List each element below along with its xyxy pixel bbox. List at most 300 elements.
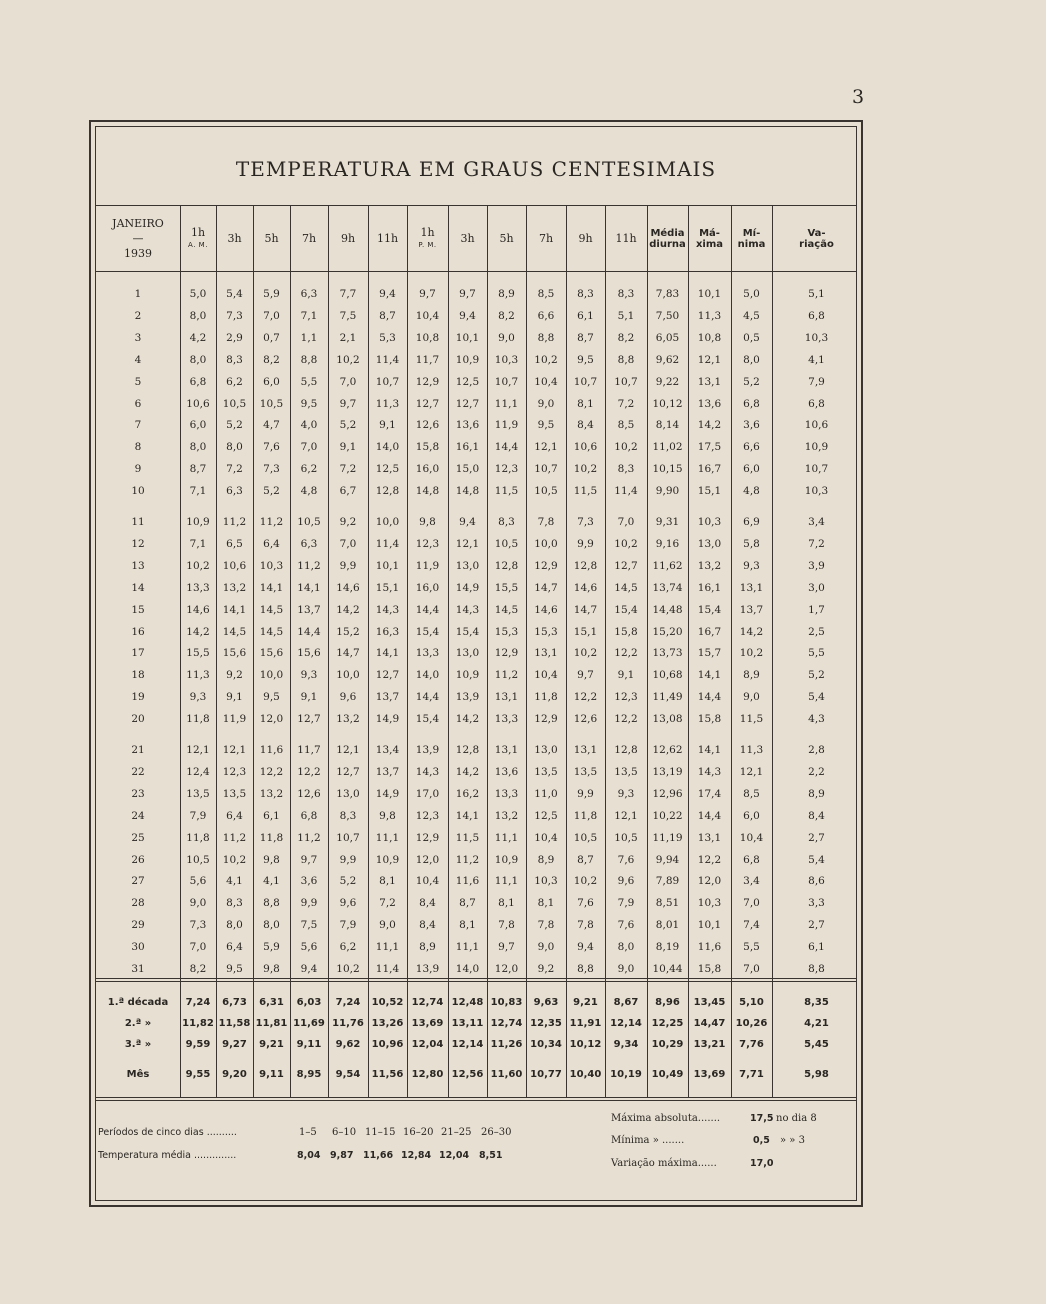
min-value: 0,5 <box>753 1135 770 1146</box>
summary-cell: 10,96 <box>371 1039 404 1050</box>
header-main: Va- <box>807 227 826 239</box>
header-main: 11h <box>615 231 637 245</box>
table-cell: 17,0 <box>415 787 440 800</box>
table-cell: 14,4 <box>297 625 321 638</box>
table-cell: 2,7 <box>808 831 825 844</box>
table-cell: 14,2 <box>455 765 480 778</box>
table-cell: 6,05 <box>655 331 680 344</box>
table-cell: 14,9 <box>455 581 480 594</box>
summary-cell: 13,26 <box>371 1018 404 1029</box>
table-cell: 11,5 <box>494 485 519 498</box>
summary-cell: 10,83 <box>490 997 523 1008</box>
column-header <box>180 206 216 271</box>
day-label: 12 <box>131 537 145 550</box>
table-cell: 12,8 <box>614 744 638 756</box>
table-cell: 4,1 <box>226 875 243 888</box>
month-cell: 9,54 <box>335 1069 361 1080</box>
table-cell: 12,2 <box>259 765 284 778</box>
table-cell: 4,8 <box>300 485 318 498</box>
table-cell: 13,3 <box>494 713 519 726</box>
table-cell: 8,1 <box>577 397 594 410</box>
table-cell: 12,1 <box>336 744 360 756</box>
table-cell: 13,1 <box>494 744 519 756</box>
table-cell: 14,6 <box>186 603 210 616</box>
table-cell: 11,49 <box>652 691 683 704</box>
table-cell: 8,6 <box>808 875 825 888</box>
summary-cell: 9,62 <box>335 1039 361 1050</box>
table-cell: 16,3 <box>375 625 400 638</box>
table-cell: 10,6 <box>573 441 598 454</box>
table-cell: 10,5 <box>494 537 519 550</box>
table-cell: 9,4 <box>379 288 396 300</box>
header-sub2: xima <box>695 238 724 250</box>
table-cell: 6,5 <box>226 537 243 550</box>
table-cell: 14,1 <box>455 809 480 822</box>
table-cell: 8,3 <box>617 288 635 300</box>
day-label: 3 <box>134 331 142 344</box>
day-label: 9 <box>134 463 142 476</box>
table-cell: 3,6 <box>743 419 760 432</box>
header-sub: P. M. <box>418 240 437 249</box>
day-label: 13 <box>131 559 145 572</box>
table-cell: 12,2 <box>614 647 638 660</box>
table-cell: 4,1 <box>808 353 825 366</box>
summary-cell: 12,04 <box>411 1039 444 1050</box>
table-cell: 8,3 <box>498 516 515 528</box>
header-main: 7h <box>301 231 317 245</box>
var-value: 17,0 <box>750 1158 774 1169</box>
table-cell: 15,4 <box>415 625 440 638</box>
table-cell: 1,7 <box>808 603 825 616</box>
table-cell: 8,9 <box>498 288 515 300</box>
table-cell: 7,4 <box>743 919 760 932</box>
table-cell: 14,4 <box>494 441 519 454</box>
header-main: Mí- <box>742 227 761 239</box>
table-cell: 10,5 <box>614 831 638 844</box>
table-cell: 8,1 <box>537 897 555 910</box>
table-cell: 12,1 <box>534 441 558 454</box>
table-cell: 14,2 <box>697 419 722 432</box>
table-cell: 6,3 <box>300 288 318 300</box>
table-cell: 13,3 <box>186 581 210 594</box>
header-sub2: nima <box>737 238 766 250</box>
table-cell: 10,2 <box>336 963 360 975</box>
table-cell: 12,0 <box>415 853 440 866</box>
table-cell: 8,0 <box>189 309 207 322</box>
table-cell: 15,5 <box>494 581 519 594</box>
day-label: 6 <box>134 397 142 410</box>
table-cell: 14,5 <box>259 603 284 616</box>
table-cell: 10,3 <box>259 559 284 572</box>
summary-rule-double <box>96 981 856 982</box>
table-cell: 13,2 <box>336 713 360 726</box>
table-cell: 11,9 <box>415 559 440 572</box>
table-cell: 8,3 <box>226 897 243 910</box>
day-label: 21 <box>131 744 145 756</box>
period-temp: 12,84 <box>401 1150 432 1161</box>
table-cell: 11,2 <box>297 559 321 572</box>
table-cell: 11,8 <box>259 831 284 844</box>
table-cell: 8,8 <box>617 353 635 366</box>
table-cell: 13,4 <box>375 744 400 756</box>
table-cell: 16,0 <box>415 581 440 594</box>
header-main: 9h <box>578 231 593 245</box>
table-cell: 10,6 <box>222 559 247 572</box>
table-cell: 12,8 <box>494 559 519 572</box>
summary-label: 3.ª » <box>124 1039 152 1050</box>
day-label: 4 <box>134 353 142 366</box>
month-cell: 9,20 <box>222 1069 247 1080</box>
table-cell: 9,4 <box>300 963 318 975</box>
table-cell: 9,8 <box>263 963 280 975</box>
header-main: 3h <box>460 231 475 245</box>
month-cell: 8,95 <box>296 1069 322 1080</box>
table-cell: 10,7 <box>573 375 598 388</box>
table-cell: 8,14 <box>655 419 680 432</box>
table-cell: 13,2 <box>222 581 247 594</box>
table-cell: 7,89 <box>655 875 680 888</box>
table-cell: 13,0 <box>697 537 722 550</box>
table-cell: 10,2 <box>186 559 210 572</box>
table-cell: 10,9 <box>494 853 519 866</box>
table-cell: 12,8 <box>455 744 480 756</box>
table-cell: 7,3 <box>226 309 243 322</box>
table-cell: 11,7 <box>297 744 321 756</box>
table-cell: 10,7 <box>804 463 829 476</box>
table-cell: 12,5 <box>534 809 558 822</box>
summary-cell: 10,52 <box>371 997 404 1008</box>
day-label: 10 <box>131 485 145 498</box>
table-cell: 14,7 <box>336 647 360 660</box>
max-abs-value: 17,5 <box>750 1113 774 1124</box>
summary-cell: 8,67 <box>613 997 639 1008</box>
footer-rule <box>96 1097 856 1098</box>
table-cell: 10,3 <box>494 353 519 366</box>
summary-cell: 12,48 <box>451 997 484 1008</box>
table-cell: 10,4 <box>534 375 558 388</box>
table-cell: 11,8 <box>186 831 210 844</box>
table-cell: 8,5 <box>743 787 760 800</box>
table-cell: 6,3 <box>300 537 318 550</box>
header-main: 11h <box>376 231 399 245</box>
period-range: 1–5 <box>299 1127 317 1138</box>
table-cell: 10,7 <box>614 375 638 388</box>
column-header <box>448 206 487 271</box>
table-cell: 9,5 <box>263 691 280 704</box>
table-cell: 13,7 <box>297 603 321 616</box>
header-rule <box>96 271 856 272</box>
table-cell: 3,6 <box>300 875 318 888</box>
table-cell: 8,3 <box>577 288 594 300</box>
column-header <box>731 206 772 271</box>
month-cell: 9,11 <box>259 1069 284 1080</box>
summary-cell: 10,34 <box>530 1039 562 1050</box>
table-cell: 11,4 <box>375 353 400 366</box>
table-cell: 7,8 <box>577 919 594 932</box>
table-cell: 9,2 <box>339 516 357 528</box>
header-main: JANEIRO <box>112 217 164 230</box>
table-cell: 9,3 <box>617 787 635 800</box>
summary-cell: 9,11 <box>296 1039 322 1050</box>
table-cell: 12,3 <box>614 691 638 704</box>
table-cell: 10,5 <box>259 397 284 410</box>
table-cell: 12,0 <box>697 875 722 888</box>
table-cell: 10,0 <box>534 537 558 550</box>
table-cell: 9,0 <box>379 919 396 932</box>
table-cell: 5,5 <box>300 375 318 388</box>
table-cell: 11,8 <box>573 809 598 822</box>
table-cell: 10,3 <box>804 485 829 498</box>
table-cell: 9,3 <box>300 669 318 682</box>
table-cell: 5,2 <box>743 375 760 388</box>
table-cell: 0,5 <box>743 331 760 344</box>
table-cell: 13,5 <box>614 765 638 778</box>
summary-cell: 7,24 <box>335 997 361 1008</box>
max-abs-note: no dia 8 <box>776 1113 817 1124</box>
table-cell: 9,0 <box>537 941 555 954</box>
table-cell: 12,7 <box>415 397 440 410</box>
table-cell: 14,6 <box>336 581 360 594</box>
table-cell: 8,01 <box>655 919 680 932</box>
column-header <box>487 206 526 271</box>
summary-cell: 11,69 <box>293 1018 325 1029</box>
table-cell: 6,8 <box>808 397 825 410</box>
table-cell: 8,1 <box>379 875 396 888</box>
summary-cell: 10,26 <box>735 1018 768 1029</box>
summary-cell: 4,21 <box>804 1018 829 1029</box>
table-cell: 11,0 <box>534 787 558 800</box>
table-cell: 12,3 <box>222 765 247 778</box>
table-cell: 7,1 <box>189 485 207 498</box>
table-cell: 10,2 <box>573 647 598 660</box>
table-cell: 12,5 <box>455 375 480 388</box>
table-cell: 14,2 <box>336 603 360 616</box>
column-header <box>96 206 180 271</box>
header-sub2: diurna <box>649 238 686 250</box>
table-cell: 9,5 <box>537 419 555 432</box>
table-cell: 8,7 <box>577 331 594 344</box>
table-cell: 5,4 <box>808 691 825 704</box>
table-cell: 4,7 <box>263 419 280 432</box>
table-cell: 10,9 <box>804 441 829 454</box>
header-sub2: riação <box>799 238 834 250</box>
day-label: 20 <box>131 713 145 726</box>
month-cell: 9,55 <box>185 1069 211 1080</box>
table-cell: 4,3 <box>808 713 825 726</box>
table-cell: 9,0 <box>617 963 635 975</box>
table-cell: 3,4 <box>743 875 760 888</box>
table-cell: 7,0 <box>263 309 280 322</box>
table-cell: 12,9 <box>415 375 440 388</box>
header-main: 5h <box>264 231 279 245</box>
table-cell: 14,48 <box>652 603 683 616</box>
summary-cell: 7,76 <box>739 1039 764 1050</box>
table-cell: 6,7 <box>339 485 357 498</box>
table-cell: 13,5 <box>573 765 598 778</box>
table-cell: 8,0 <box>226 441 243 454</box>
column-header <box>290 206 328 271</box>
table-cell: 8,0 <box>617 941 635 954</box>
summary-cell: 12,74 <box>490 1018 523 1029</box>
table-cell: 6,8 <box>300 809 318 822</box>
table-cell: 10,3 <box>534 875 558 888</box>
table-cell: 11,2 <box>297 831 321 844</box>
table-cell: 13,7 <box>739 603 764 616</box>
header-sub: A. M. <box>188 240 208 249</box>
table-cell: 10,44 <box>652 963 683 975</box>
table-cell: 8,8 <box>537 331 555 344</box>
table-cell: 11,2 <box>259 516 284 528</box>
table-cell: 8,4 <box>577 419 594 432</box>
table-cell: 4,5 <box>743 309 760 322</box>
table-cell: 5,1 <box>617 309 635 322</box>
table-cell: 11,1 <box>494 831 519 844</box>
table-cell: 13,9 <box>415 744 440 756</box>
table-cell: 11,7 <box>415 353 440 366</box>
table-cell: 12,9 <box>415 831 440 844</box>
table-cell: 13,5 <box>534 765 558 778</box>
table-cell: 9,22 <box>655 375 680 388</box>
table-cell: 12,3 <box>415 809 440 822</box>
summary-cell: 7,24 <box>185 997 211 1008</box>
table-cell: 10,0 <box>336 669 360 682</box>
table-cell: 8,51 <box>655 897 680 910</box>
table-cell: 7,8 <box>537 516 555 528</box>
table-cell: 4,0 <box>300 419 318 432</box>
table-cell: 12,1 <box>739 765 764 778</box>
month-cell: 10,77 <box>530 1069 562 1080</box>
table-cell: 13,7 <box>375 691 400 704</box>
table-cell: 11,9 <box>222 713 247 726</box>
table-cell: 12,2 <box>573 691 598 704</box>
day-label: 27 <box>131 875 145 888</box>
summary-cell: 14,47 <box>693 1018 726 1029</box>
table-cell: 14,3 <box>415 765 440 778</box>
table-cell: 9,6 <box>339 897 357 910</box>
table-cell: 10,7 <box>494 375 519 388</box>
table-cell: 14,1 <box>259 581 284 594</box>
table-cell: 12,4 <box>186 765 210 778</box>
summary-label: 2.ª » <box>124 1018 152 1029</box>
table-cell: 6,6 <box>537 309 555 322</box>
table-cell: 9,8 <box>379 809 396 822</box>
header-sub: — <box>132 232 144 245</box>
month-cell: 11,56 <box>371 1069 404 1080</box>
table-cell: 8,1 <box>459 919 476 932</box>
table-frame <box>89 120 863 1207</box>
table-cell: 1,1 <box>300 331 318 344</box>
table-cell: 14,5 <box>259 625 284 638</box>
table-cell: 5,0 <box>189 288 207 300</box>
table-cell: 7,9 <box>808 375 825 388</box>
header-main: 1h <box>190 225 206 239</box>
table-cell: 12,9 <box>534 713 558 726</box>
table-cell: 8,9 <box>743 669 760 682</box>
table-cell: 8,9 <box>808 787 825 800</box>
table-cell: 8,7 <box>459 897 476 910</box>
table-cell: 7,3 <box>263 463 280 476</box>
table-cell: 6,8 <box>743 397 760 410</box>
table-cell: 11,3 <box>375 397 400 410</box>
table-cell: 4,2 <box>189 331 207 344</box>
table-cell: 6,1 <box>263 809 280 822</box>
period-temp: 9,87 <box>330 1150 354 1161</box>
table-cell: 9,1 <box>379 419 396 432</box>
table-cell: 10,8 <box>697 331 722 344</box>
table-cell: 13,0 <box>455 559 480 572</box>
day-label: 29 <box>131 919 145 932</box>
table-cell: 9,8 <box>419 516 436 528</box>
table-cell: 11,6 <box>259 744 284 756</box>
table-cell: 9,16 <box>655 537 680 550</box>
table-cell: 8,4 <box>419 919 436 932</box>
var-label: Variação máxima...... <box>611 1158 717 1169</box>
table-cell: 12,62 <box>652 744 683 756</box>
table-cell: 14,2 <box>186 625 210 638</box>
table-cell: 9,3 <box>189 691 207 704</box>
table-cell: 10,7 <box>375 375 400 388</box>
table-cell: 8,0 <box>263 919 280 932</box>
table-cell: 15,5 <box>186 647 210 660</box>
table-cell: 6,0 <box>189 419 207 432</box>
table-cell: 6,2 <box>226 375 243 388</box>
table-cell: 10,7 <box>534 463 558 476</box>
max-abs-label: Máxima absoluta....... <box>611 1113 721 1124</box>
table-cell: 5,4 <box>226 288 243 300</box>
table-cell: 13,9 <box>455 691 480 704</box>
table-cell: 7,0 <box>617 516 635 528</box>
summary-cell: 10,12 <box>569 1039 602 1050</box>
summary-cell: 6,03 <box>296 997 322 1008</box>
table-cell: 6,0 <box>263 375 280 388</box>
table-cell: 14,7 <box>534 581 558 594</box>
table-cell: 16,0 <box>415 463 440 476</box>
table-cell: 17,5 <box>697 441 722 454</box>
column-header <box>688 206 731 271</box>
table-cell: 9,4 <box>459 309 476 322</box>
table-cell: 2,1 <box>339 331 357 344</box>
summary-cell: 9,59 <box>185 1039 211 1050</box>
table-cell: 5,9 <box>263 941 280 954</box>
table-cell: 11,3 <box>186 669 210 682</box>
table-cell: 12,96 <box>652 787 683 800</box>
table-cell: 15,4 <box>455 625 480 638</box>
summary-cell: 6,31 <box>259 997 284 1008</box>
header-sub2: 1939 <box>124 247 152 260</box>
table-cell: 10,0 <box>375 516 400 528</box>
table-cell: 6,4 <box>226 809 243 822</box>
table-cell: 13,0 <box>336 787 360 800</box>
header-main: 7h <box>538 231 554 245</box>
table-cell: 11,02 <box>652 441 683 454</box>
table-cell: 15,8 <box>697 713 722 726</box>
table-cell: 14,2 <box>739 625 764 638</box>
table-cell: 9,7 <box>498 941 515 954</box>
summary-cell: 9,21 <box>573 997 598 1008</box>
table-cell: 12,1 <box>697 353 722 366</box>
column-header <box>647 206 688 271</box>
day-label: 11 <box>131 516 145 528</box>
table-cell: 9,1 <box>617 669 635 682</box>
table-cell: 10,5 <box>222 397 247 410</box>
min-note: » » 3 <box>780 1135 805 1146</box>
table-cell: 8,0 <box>189 353 207 366</box>
table-cell: 12,6 <box>573 713 598 726</box>
table-cell: 9,5 <box>577 353 594 366</box>
table-cell: 7,0 <box>189 941 207 954</box>
table-cell: 9,9 <box>577 787 594 800</box>
table-cell: 11,1 <box>375 831 400 844</box>
